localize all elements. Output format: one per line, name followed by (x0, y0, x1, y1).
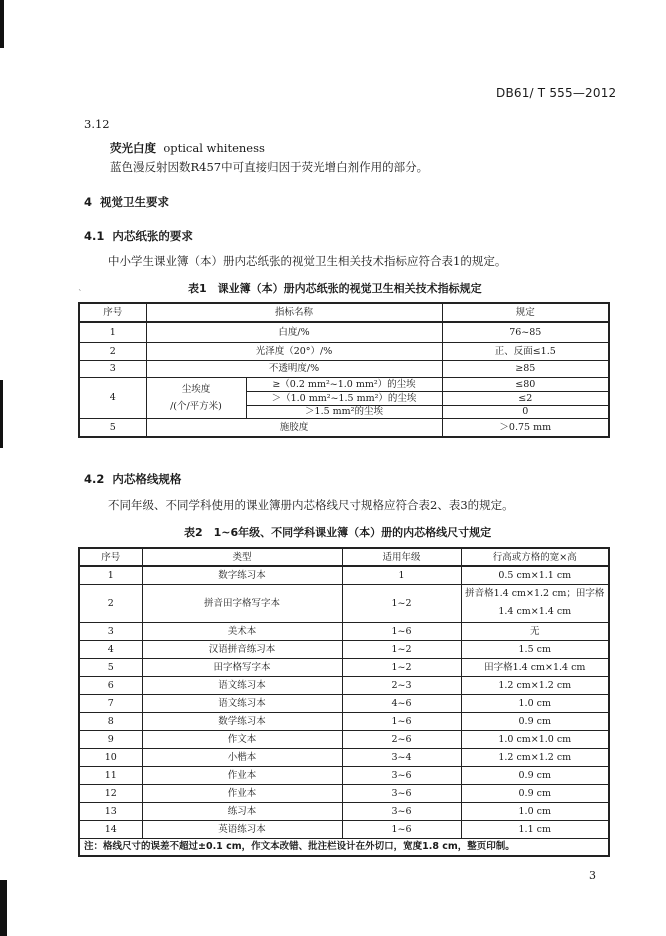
section-4-1-body: 中小学生课业簿（本）册内芯纸张的视觉卫生相关技术指标应符合表1的规定。 (108, 254, 507, 268)
section-4-1-number: 4.1 (84, 229, 105, 243)
section-4-2-heading (84, 471, 181, 487)
table-row (79, 676, 609, 694)
table-row (79, 640, 609, 658)
table-row (79, 820, 609, 838)
section-4-2-body: 不同年级、不同学科使用的课业簿册内芯格线尺寸规格应符合表2、表3的规定。 (108, 498, 514, 512)
table2-cell-grade: 1~6 (342, 820, 461, 838)
table2-cell-type: 英语练习本 (142, 820, 342, 838)
table-row (79, 784, 609, 802)
page-number: 3 (589, 869, 596, 882)
table1-cell-subname: ＞（1.0 mm²~1.5 mm²）的尘埃 (246, 391, 442, 405)
table1-cell-no: 3 (79, 360, 146, 377)
table-row (79, 694, 609, 712)
table2-cell-no: 11 (79, 766, 142, 784)
table2-cell-size: 1.2 cm×1.2 cm (461, 676, 609, 694)
table1-caption: 表1 课业簿（本）册内芯纸张的视觉卫生相关技术指标规定 (188, 282, 482, 295)
table2-cell-type: 作业本 (142, 784, 342, 802)
table2-cell-type: 拼音田字格写字本 (142, 584, 342, 622)
table1-header-row (79, 303, 609, 322)
table2-cell-size: 1.1 cm (461, 820, 609, 838)
table2-cell-size: 0.5 cm×1.1 cm (461, 566, 609, 584)
scan-edge-mark (0, 380, 3, 448)
table-row (79, 360, 609, 377)
table2-cell-type: 练习本 (142, 802, 342, 820)
table2-cell-no: 13 (79, 802, 142, 820)
table2-cell-no: 12 (79, 784, 142, 802)
table2-cell-size: 1.5 cm (461, 640, 609, 658)
section-4-number: 4 (84, 195, 93, 209)
table2-cell-no: 5 (79, 658, 142, 676)
table2-cell-no: 3 (79, 622, 142, 640)
table1-cell-group (146, 377, 246, 418)
table-row (79, 802, 609, 820)
table2-cell-type: 汉语拼音练习本 (142, 640, 342, 658)
table2-note: 注：格线尺寸的误差不超过±0.1 cm，作文本改错、批注栏设计在外切口，宽度1.8 cm，整页印制。 (79, 838, 609, 856)
table1-cell-spec: 76~85 (442, 322, 609, 342)
table2-cell-type: 语文练习本 (142, 694, 342, 712)
table2-cell-grade: 1~6 (342, 622, 461, 640)
table1-cell-spec: ≥85 (442, 360, 609, 377)
table2-cell-no: 4 (79, 640, 142, 658)
table1-header-no: 序号 (79, 303, 146, 322)
document-code: DB61/ T 555—2012 (496, 86, 617, 100)
table-row (79, 622, 609, 640)
table1-cell-name: 施胶度 (146, 418, 442, 437)
table-row (79, 342, 609, 360)
table2-header-grade: 适用年级 (342, 548, 461, 566)
table2-cell-grade: 1~6 (342, 712, 461, 730)
table2-cell-grade: 4~6 (342, 694, 461, 712)
table-row (79, 322, 609, 342)
table1-cell-spec: ≤80 (442, 377, 609, 391)
term-en: optical whiteness (163, 141, 265, 155)
section-4-title: 视觉卫生要求 (100, 195, 170, 209)
table2-cell-size: 1.2 cm×1.2 cm (461, 748, 609, 766)
table2 (78, 547, 610, 857)
table2-cell-no: 6 (79, 676, 142, 694)
table2-note-row (79, 838, 609, 856)
table2-cell-grade: 1 (342, 566, 461, 584)
table2-cell-grade: 1~2 (342, 640, 461, 658)
table2-cell-grade: 3~4 (342, 748, 461, 766)
table2-cell-grade: 3~6 (342, 784, 461, 802)
term-zh: 荧光白度 (110, 141, 156, 155)
table2-cell-type: 作业本 (142, 766, 342, 784)
section-3-12-number: 3.12 (84, 117, 110, 131)
table2-cell-no: 10 (79, 748, 142, 766)
table1-cell-subname: ≥（0.2 mm²~1.0 mm²）的尘埃 (246, 377, 442, 391)
table2-cell-type: 美术本 (142, 622, 342, 640)
table2-cell-no: 7 (79, 694, 142, 712)
table2-cell-size: 0.9 cm (461, 784, 609, 802)
table2-cell-grade: 2~3 (342, 676, 461, 694)
table2-cell-type: 数字练习本 (142, 566, 342, 584)
table2-cell-no: 8 (79, 712, 142, 730)
section-4-heading (84, 194, 169, 210)
table2-cell-no: 1 (79, 566, 142, 584)
table2-cell-size: 0.9 cm (461, 712, 609, 730)
table-row (79, 584, 609, 622)
table2-cell-size: 0.9 cm (461, 766, 609, 784)
section-4-1-title: 内芯纸张的要求 (112, 229, 193, 243)
table1 (78, 302, 610, 438)
table-row (79, 730, 609, 748)
table2-header-size: 行高或方格的宽×高 (461, 548, 609, 566)
table1-cell-no: 4 (79, 377, 146, 418)
table1-group-name: 尘埃度 (181, 383, 211, 395)
table1-cell-spec: ≤2 (442, 391, 609, 405)
scan-edge-mark (0, 0, 4, 48)
table2-cell-no: 14 (79, 820, 142, 838)
table-row (79, 418, 609, 437)
table1-cell-name: 白度/% (146, 322, 442, 342)
table-row (79, 712, 609, 730)
table2-cell-no: 9 (79, 730, 142, 748)
table1-cell-spec: 0 (442, 405, 609, 418)
table2-cell-size: 田字格1.4 cm×1.4 cm (461, 658, 609, 676)
scan-edge-mark (0, 880, 7, 936)
table2-cell-grade: 3~6 (342, 766, 461, 784)
table2-cell-size: 1.0 cm×1.0 cm (461, 730, 609, 748)
table2-cell-size: 拼音格1.4 cm×1.2 cm；田字格1.4 cm×1.4 cm (461, 584, 609, 622)
section-4-2-title: 内芯格线规格 (112, 472, 182, 486)
table2-cell-grade: 2~6 (342, 730, 461, 748)
table-row (79, 658, 609, 676)
term-line (110, 140, 265, 156)
table1-cell-spec: 正、反面≤1.5 (442, 342, 609, 360)
section-4-1-heading (84, 228, 193, 244)
table2-caption: 表2 1~6年级、不同学科课业簿（本）册的内芯格线尺寸规定 (184, 526, 492, 539)
table2-cell-size: 1.0 cm (461, 694, 609, 712)
table-row (79, 377, 609, 391)
table2-cell-type: 作文本 (142, 730, 342, 748)
table1-header-spec: 规定 (442, 303, 609, 322)
table1-cell-subname: ＞1.5 mm²的尘埃 (246, 405, 442, 418)
table1-header-name: 指标名称 (146, 303, 442, 322)
table2-cell-size: 无 (461, 622, 609, 640)
table2-cell-no: 2 (79, 584, 142, 622)
term-definition: 蓝色漫反射因数R457中可直接归因于荧光增白剂作用的部分。 (110, 160, 429, 174)
scan-artifact-mark: ` (78, 290, 83, 300)
table1-cell-no: 5 (79, 418, 146, 437)
table1-cell-name: 光泽度（20°）/% (146, 342, 442, 360)
table1-cell-no: 2 (79, 342, 146, 360)
section-4-2-number: 4.2 (84, 472, 105, 486)
table2-cell-type: 数学练习本 (142, 712, 342, 730)
table2-cell-grade: 1~2 (342, 584, 461, 622)
table2-cell-grade: 1~2 (342, 658, 461, 676)
table1-cell-no: 1 (79, 322, 146, 342)
table-row (79, 748, 609, 766)
table2-header-type: 类型 (142, 548, 342, 566)
table2-header-row (79, 548, 609, 566)
table2-cell-type: 语文练习本 (142, 676, 342, 694)
table2-header-no: 序号 (79, 548, 142, 566)
table-row (79, 766, 609, 784)
table2-cell-size: 1.0 cm (461, 802, 609, 820)
table2-cell-type: 小楷本 (142, 748, 342, 766)
table1-cell-name: 不透明度/% (146, 360, 442, 377)
table1-cell-spec: ＞0.75 mm (442, 418, 609, 437)
table2-cell-type: 田字格写字本 (142, 658, 342, 676)
table2-cell-grade: 3~6 (342, 802, 461, 820)
table1-group-unit: /(个/平方米) (170, 400, 222, 412)
table-row (79, 566, 609, 584)
